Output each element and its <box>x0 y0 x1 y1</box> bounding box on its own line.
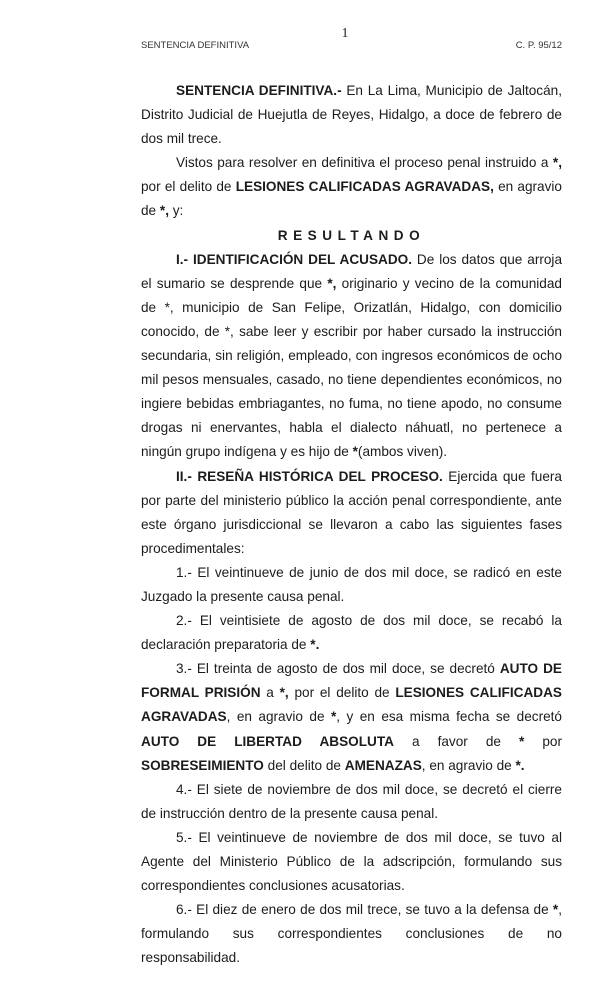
list-item-2: 2.- El veintisiete de agosto de dos mil doce, se recabó la declaración preparatoria de *. <box>141 613 562 653</box>
list-item-1: 1.- El veintinueve de junio de dos mil doce, se radicó en este Juzgado la presente causa penal. <box>141 564 562 604</box>
list-item-4: 4.- El siete de noviembre de dos mil doce, se decretó el cierre de instrucción dentro de la presente causa penal. <box>141 781 562 821</box>
list-item-6: 6.- El diez de enero de dos mil trece, se tuvo a la defensa de *, formulando sus correspondientes conclusiones de no responsabilidad. <box>141 902 562 966</box>
page-header <box>141 40 562 51</box>
intro-lead: SENTENCIA DEFINITIVA.- <box>176 83 342 98</box>
paragraph-intro: SENTENCIA DEFINITIVA.- En La Lima, Municipio de Jaltocán, Distrito Judicial de Huejutla de Reyes, Hidalgo, a doce de febrero de dos mil trece. <box>141 83 562 147</box>
section-title: RESULTANDO <box>277 227 426 243</box>
paragraph-vistos: Vistos para resolver en definitiva el proceso penal instruido a *, por el delito de LESIONES CALIFICADAS AGRAVADAS, en agravio de *, y: <box>141 155 562 219</box>
page-number: 1 <box>341 26 349 41</box>
paragraph-identificacion: I.- IDENTIFICACIÓN DEL ACUSADO. De los datos que arroja el sumario se desprende que *, originario y vecino de la comunidad de *, municipio de San Felipe, Orizatlán, Hidalgo, con domicilio conocido, de *, sabe leer y escribir por haber cursado la instrucción secundaria, sin religión, empleado, con ingresos económicos de ocho mil pesos mensuales, casado, no tiene dependientes económicos, no ingiere bebidas embriagantes, no fuma, no tiene apodo, no consume drogas ni enervantes, habla el dialecto náhuatl, no pertenece a ningún grupo indígena y es hijo de *(ambos viven). <box>141 251 563 460</box>
paragraph-resena: II.- RESEÑA HISTÓRICA DEL PROCESO. Ejercida que fuera por parte del ministerio público la acción penal correspondiente, ante este órgano jurisdiccional se llevaron a cabo las siguientes fases procedimentales: <box>141 468 562 556</box>
case-number: C. P. 95/12 <box>515 40 562 51</box>
header-title: SENTENCIA DEFINITIVA <box>141 40 250 51</box>
document-body <box>141 79 562 970</box>
list-item-5: 5.- El veintinueve de noviembre de dos mil doce, se tuvo al Agente del Ministerio Público de la adscripción, formulando sus correspondientes conclusiones acusatorias. <box>141 829 562 894</box>
list-item-3: 3.- El treinta de agosto de dos mil doce, se decretó AUTO DE FORMAL PRISIÓN a *, por el delito de LESIONES CALIFICADAS AGRAVADAS, en agravio de *, y en esa misma fecha se decretó AUTO DE LIBERTAD ABSOLUTA a favor de * por SOBRESEIMIENTO del delito de AMENAZAS, en agravio de *. <box>141 661 562 773</box>
